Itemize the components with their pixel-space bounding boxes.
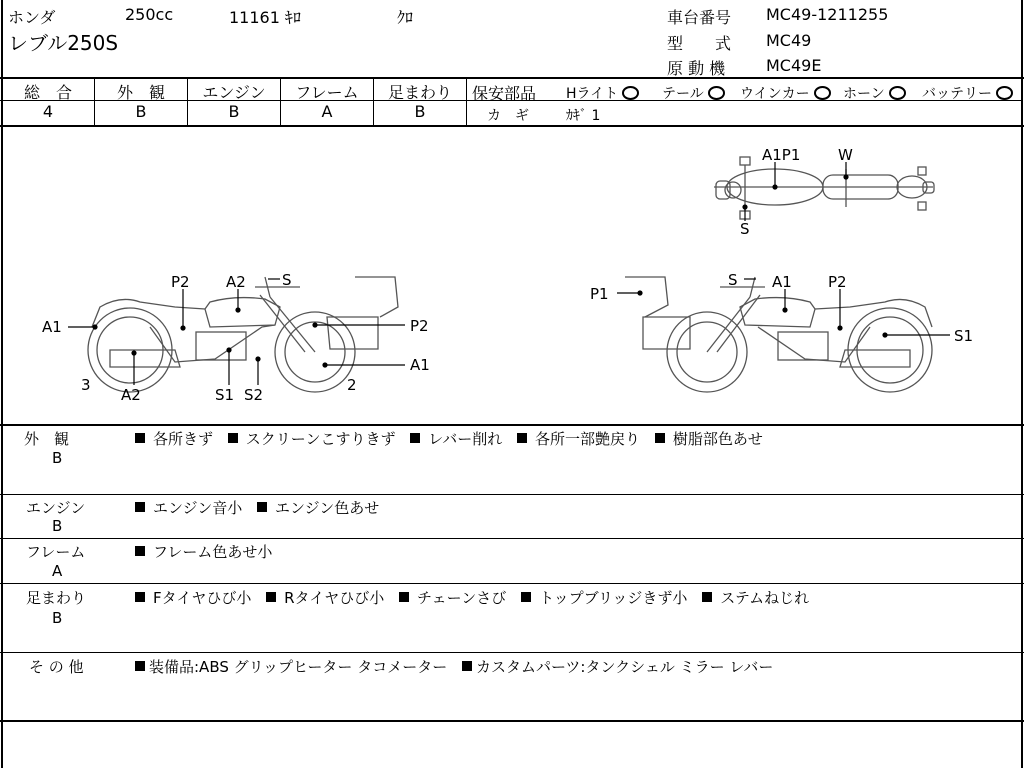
- remark-engine-label: エンジン: [26, 499, 86, 517]
- grade-frame-label: フレーム: [295, 83, 359, 102]
- frame-no: MC49-1211255: [766, 5, 889, 24]
- grade-suspension-value: B: [414, 102, 426, 121]
- divider-r5: [0, 720, 1024, 722]
- grade-frame-value: A: [321, 102, 333, 121]
- grade-col-div: [466, 78, 467, 126]
- grade-exterior-label: 外 観: [116, 83, 165, 102]
- divider-r3: [0, 583, 1024, 584]
- mark-left-s2: S2: [244, 386, 264, 404]
- mark-left-a2-bottom: A2: [121, 386, 141, 404]
- grade-engine-value: B: [228, 102, 240, 121]
- model-code: MC49: [766, 31, 812, 50]
- divider-diagram: [0, 424, 1024, 426]
- model-code-label: 型 式: [667, 34, 732, 53]
- color: ｸﾛ: [397, 8, 414, 27]
- remark-suspension-label: 足まわり: [26, 589, 87, 607]
- safety-item-headlight: Hライト: [566, 83, 639, 103]
- remark-suspension-grade: B: [52, 609, 63, 627]
- remark-exterior-label: 外 観: [24, 430, 70, 448]
- remark-suspension-items: Fタイヤひび小 Rタイヤひび小 チェーンさび トップブリッジきず小 ステムねじれ: [135, 587, 809, 608]
- ok-circle-icon: [996, 86, 1013, 100]
- remark-frame-grade: A: [52, 562, 63, 580]
- remark-engine-items: エンジン音小 エンジン色あせ: [135, 497, 379, 518]
- ok-circle-icon: [814, 86, 831, 100]
- safety-label: 保安部品: [472, 84, 537, 103]
- mark-top-a1p1: A1P1: [762, 146, 801, 164]
- grade-overall-value: 4: [42, 102, 54, 121]
- divider-r2: [0, 538, 1024, 539]
- mark-top-w: W: [838, 146, 853, 164]
- divider-r4: [0, 652, 1024, 653]
- safety-item-battery: バッテリー: [922, 83, 1013, 103]
- engine-label: 原 動 機: [667, 59, 726, 78]
- key-value: ｶｷﾞ 1: [566, 108, 601, 124]
- key-label: カ ギ: [487, 108, 529, 124]
- safety-item-tail: テール: [662, 83, 725, 103]
- mark-right-p2: P2: [828, 273, 847, 291]
- mark-left-p2-rear: P2: [410, 317, 429, 335]
- remark-exterior-items: 各所きず スクリーンこすりきず レバー削れ 各所一部艶戻り 樹脂部色あせ: [135, 428, 763, 449]
- mark-right-s: S: [728, 271, 738, 289]
- safety-item-horn: ホーン: [843, 83, 906, 103]
- divider-header: [0, 77, 1024, 79]
- remark-frame-items: フレーム色あせ小: [135, 541, 272, 562]
- displacement: 250cc: [125, 5, 174, 24]
- grade-exterior-value: B: [135, 102, 147, 121]
- remark-other-label: そ の 他: [29, 658, 84, 676]
- mark-right-p1: P1: [590, 285, 609, 303]
- mark-top-s: S: [740, 220, 750, 238]
- remark-exterior-grade: B: [52, 449, 63, 467]
- ok-circle-icon: [889, 86, 906, 100]
- top-view-motorcycle-icon: [714, 157, 934, 219]
- mark-left-3: 3: [81, 376, 91, 394]
- grade-suspension-label: 足まわり: [387, 83, 452, 102]
- mark-left-2: 2: [347, 376, 357, 394]
- divider-r1: [0, 494, 1024, 495]
- grade-overall-label: 総 合: [23, 83, 72, 102]
- remark-other-items: 装備品:ABS グリップヒーター タコメーター カスタムパーツ:タンクシェル ミラー レバー: [135, 656, 773, 677]
- motorcycle-damage-diagram: [0, 127, 1024, 424]
- mark-right-s1: S1: [954, 327, 974, 345]
- safety-item-winker: ウインカー: [740, 83, 831, 103]
- mark-right-a1: A1: [772, 273, 792, 291]
- mark-left-a2: A2: [226, 273, 246, 291]
- remark-engine-grade: B: [52, 517, 63, 535]
- mark-left-a1-rear: A1: [410, 356, 430, 374]
- engine-code: MC49E: [766, 56, 822, 75]
- mark-left-a1: A1: [42, 318, 62, 336]
- grade-engine-label: エンジン: [202, 83, 266, 102]
- remark-frame-label: フレーム: [26, 543, 86, 561]
- mark-left-s: S: [282, 271, 292, 289]
- mark-left-s1: S1: [215, 386, 235, 404]
- frame-no-label: 車台番号: [667, 8, 732, 27]
- ok-circle-icon: [622, 86, 639, 100]
- model-name: レブル250S: [8, 31, 119, 55]
- mark-left-p2: P2: [171, 273, 190, 291]
- maker: ホンダ: [8, 8, 56, 27]
- mileage: 11161 ｷﾛ: [229, 8, 301, 27]
- ok-circle-icon: [708, 86, 725, 100]
